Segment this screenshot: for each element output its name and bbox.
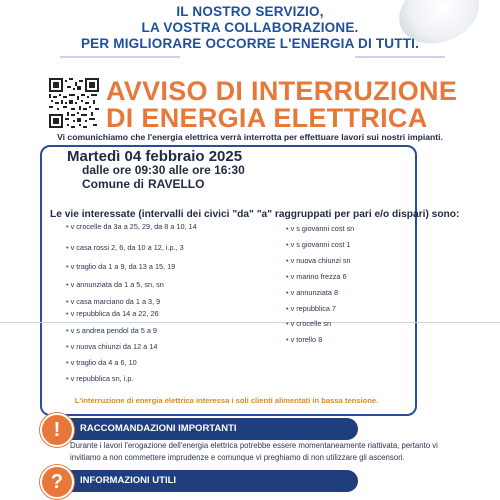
street-item: • v traglio da 1 a 9, da 13 a 15, 19 <box>66 262 176 271</box>
street-item: • v crocelle da 3a a 25, 29, da 8 a 10, 14 <box>66 222 197 231</box>
decorative-cord-left <box>60 56 180 58</box>
street-item: • v s giovanni cost 1 <box>286 240 351 249</box>
comune-value: RAVELLO <box>148 177 205 191</box>
street-item: • v s giovanni cost sn <box>286 224 355 233</box>
outage-comune <box>82 177 204 191</box>
notice-title-line-2: DI ENERGIA ELETTRICA <box>106 103 428 133</box>
notice-title-line-1: AVVISO DI INTERRUZIONE <box>106 76 458 106</box>
header-line-3: PER MIGLIORARE OCCORRE L'ENERGIA DI TUTTI. <box>80 36 420 51</box>
street-item: • v repubblica sn, i.p. <box>66 374 134 383</box>
exclamation-icon: ! <box>40 413 74 447</box>
fold-line <box>0 322 500 323</box>
qr-code-icon <box>49 78 99 128</box>
outage-date: Martedì 04 febbraio 2025 <box>67 148 243 165</box>
section-header-useful-info: INFORMAZIONI UTILI <box>56 470 358 492</box>
notice-subtitle: Vi comunichiamo che l'energia elettrica verrà interrotta per effettuare lavori sui nostri impianti. <box>57 132 443 142</box>
street-item: • v torello 8 <box>286 335 323 344</box>
street-item: • v casa rossi 2, 6, da 10 a 12, i.p., 3 <box>66 243 184 252</box>
street-item: • v traglio da 4 a 6, 10 <box>66 358 137 367</box>
street-item: • v marino frezza 6 <box>286 272 347 281</box>
street-item: • v annunziata 8 <box>286 288 339 297</box>
street-item: • v annunziata da 1 a 5, sn, sn <box>66 280 164 289</box>
outage-time: dalle ore 09:30 alle ore 16:30 <box>82 163 245 177</box>
street-item: • v crocelle sn <box>286 319 332 328</box>
street-item: • v repubblica da 14 a 22, 26 <box>66 309 159 318</box>
street-item: • v s andrea pendol da 5 a 9 <box>66 326 157 335</box>
street-item: • v repubblica 7 <box>286 304 336 313</box>
section-header-recommendations: RACCOMANDAZIONI IMPORTANTI <box>56 418 358 440</box>
low-voltage-notice: L'interruzione di energia elettrica interessa i soli clienti alimentati in bassa tensione. <box>74 396 379 405</box>
decorative-cord-right <box>355 56 445 58</box>
street-item: • v nuova chiunzi sn <box>286 256 351 265</box>
recommendation-text-line-1: Durante i lavori l'erogazione dell'energia elettrica potrebbe essere momentaneamente riattivata, pertanto vi <box>70 441 438 450</box>
header-line-2: LA VOSTRA COLLABORAZIONE. <box>141 20 359 35</box>
comune-label: Comune di <box>82 177 144 191</box>
street-item: • v nuova chiunzi da 12 a 14 <box>66 342 158 351</box>
street-item: • v casa marciano da 1 a 3, 9 <box>66 297 161 306</box>
recommendation-text-line-2: invitiamo a non commettere imprudenze e comunque vi preghiamo di non utilizzare gli ascensori. <box>70 453 405 462</box>
question-icon: ? <box>40 465 74 499</box>
header-line-1: IL NOSTRO SERVIZIO, <box>176 4 324 19</box>
streets-title: Le vie interessate (intervalli dei civici "da" "a" raggruppati per pari e/o dispari) sono: <box>50 209 460 220</box>
